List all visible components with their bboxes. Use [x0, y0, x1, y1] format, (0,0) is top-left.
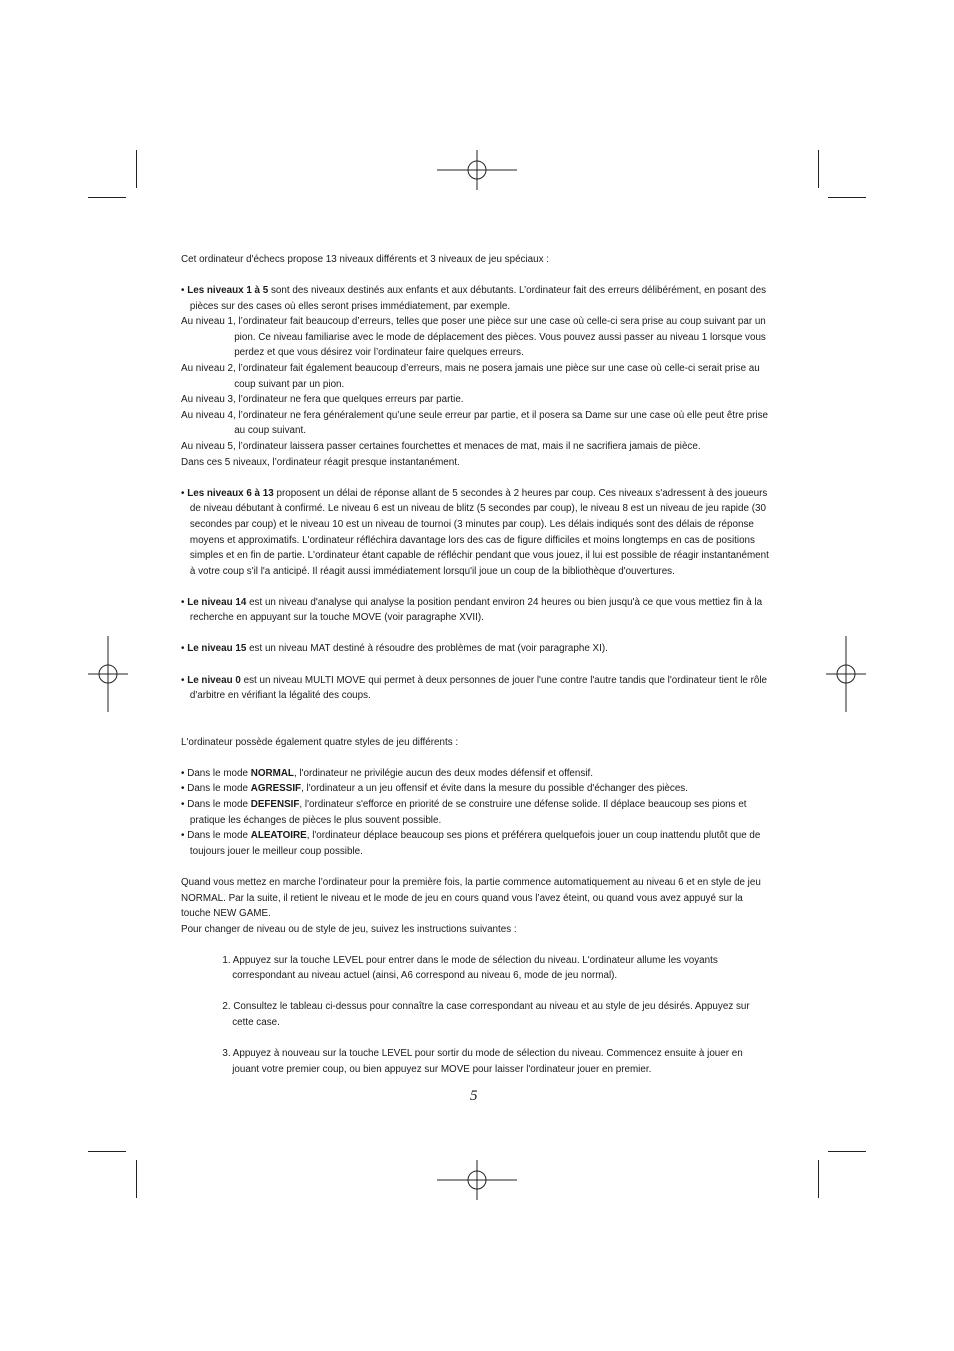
style-aleatoire-item [181, 828, 772, 859]
levels-1-5-note: Dans ces 5 niveaux, l’ordinateur réagit presque instantanément. [181, 456, 460, 468]
level-2-detail: Au niveau 2, l’ordinateur fait également beaucoup d’erreurs, mais ne posera jamais une pièce sur une case où celle-ci serait prise au coup suivant par un pion. [181, 363, 760, 390]
bullet: • [181, 596, 185, 608]
level-3-detail: Au niveau 3, l’ordinateur ne fera que quelques erreurs par partie. [181, 394, 464, 406]
page-body [181, 252, 772, 1077]
levels-1-5-title: Les niveaux 1 à 5 [187, 285, 269, 297]
level-14-text: est un niveau d'analyse qui analyse la position pendant environ 24 heures ou bien jusqu'à ce que vous mettiez fin à la recherche en appuyant sur la touche MOVE (voir paragraphe XVII). [189, 596, 763, 624]
bullet: • [181, 643, 185, 655]
crop-mark [136, 150, 137, 188]
level-15-item [181, 641, 772, 657]
style-agressif-item [181, 781, 772, 797]
style-agressif-text: , l'ordinateur a un jeu offensif et évite dans la mesure du possible d'échanger des pièces. [301, 783, 688, 795]
crop-mark [828, 1151, 866, 1152]
level-1-detail: Au niveau 1, l’ordinateur fait beaucoup d’erreurs, telles que poser une pièce sur une case où celle-ci sera prise au coup suivant par un pion. Ce niveau familiarise avec le mode de déplacement des pièces. Vous pouvez aussi passer au niveau 1 lorsque vous perdez et que vous désirez voir l’ordinateur faire quelques erreurs. [181, 316, 766, 359]
bullet: • [181, 799, 185, 811]
level-0-title: Le niveau 0 [187, 674, 241, 686]
crop-mark [818, 1160, 819, 1198]
style-aleatoire-text: , l'ordinateur déplace beaucoup ses pions et préférera quelquefois jouer un coup inattendu plutôt que de toujours jouer le meilleur coup possible. [189, 830, 761, 857]
style-prefix: Dans le mode [187, 783, 251, 795]
levels-6-13-text: proposent un délai de réponse allant de 5 secondes à 2 heures par coup. Ces niveaux s'adressent à des joueurs de niveau débutant à confirmé. Le niveau 6 est un niveau de blitz (5 secondes par coup), le niveau 8 est un niveau de jeu rapide (30 secondes par coup) et le niveau 10 est un niveau de tournoi (3 minutes par coup). Les délais indiqués sont des délais de réponse moyens et approximatifs. L'ordinateur réfléchira davantage lors des cas de figure difficiles et moins longtemps en cas de positions simples et en fin de partie. L'ordinateur étant capable de réfléchir pendant que vous jouez, il lui est possible de réagir instantanément à votre coup s'il l'a anticipé. Il réagit aussi immédiatement lorsqu'il joue un coup de la bibliothèque d'ouvertures. [189, 487, 769, 577]
crop-mark [88, 197, 126, 198]
level-0-text: est un niveau MULTI MOVE qui permet à deux personnes de jouer l'une contre l'autre tandis que l'ordinateur tient le rôle d'arbitre en vérifiant la légalité des coups. [189, 674, 768, 702]
crop-mark [818, 150, 819, 188]
registration-mark-right [826, 636, 866, 712]
levels-1-5-text: sont des niveaux destinés aux enfants et aux débutants. L’ordinateur fait des erreurs délibérément, en posant des pièces sur des cases où elles seront prises immédiatement, par exemple. [189, 285, 766, 312]
level-5-detail: Au niveau 5, l’ordinateur laissera passer certaines fourchettes et menaces de mat, mais il ne sacrifiera jamais de pièce. [181, 441, 701, 453]
bullet: • [181, 674, 185, 686]
style-normal-item [181, 766, 772, 782]
style-agressif-title: AGRESSIF [250, 783, 302, 795]
bullet: • [181, 830, 185, 842]
registration-mark-bottom [437, 1160, 517, 1200]
style-aleatoire-title: ALEATOIRE [250, 830, 307, 842]
bullet: • [181, 487, 185, 499]
registration-mark-left [88, 636, 128, 712]
step-2: 2. Consultez le tableau ci-dessus pour connaître la case correspondant au niveau et au style de jeu désirés. Appuyez sur cette case. [222, 1001, 750, 1029]
style-defensif-title: DEFENSIF [250, 799, 300, 811]
styles-intro: L'ordinateur possède également quatre styles de jeu différents : [181, 736, 459, 748]
style-prefix: Dans le mode [187, 767, 251, 779]
bullet: • [181, 285, 185, 297]
style-prefix: Dans le mode [187, 830, 251, 842]
style-normal-title: NORMAL [250, 767, 294, 779]
level-0-item [181, 673, 772, 704]
page-number: 5 [470, 1088, 478, 1104]
style-normal-text: , l'ordinateur ne privilégie aucun des deux modes défensif et offensif. [293, 767, 593, 779]
startup-paragraph: Quand vous mettez en marche l’ordinateur pour la première fois, la partie commence automatiquement au niveau 6 et en style de jeu NORMAL. Par la suite, il retient le niveau et le mode de jeu en cours quand vous l’avez éteint, ou quand vous avez appuyé sur la touche NEW GAME. [181, 876, 761, 920]
crop-mark [828, 197, 866, 198]
bullet: • [181, 783, 185, 795]
bullet: • [181, 767, 185, 779]
step-1: 1. Appuyez sur la touche LEVEL pour entrer dans le mode de sélection du niveau. L'ordinateur allume les voyants correspondant au niveau actuel (ainsi, A6 correspond au niveau 6, mode de jeu normal). [222, 954, 718, 982]
step-3: 3. Appuyez à nouveau sur la touche LEVEL pour sortir du mode de sélection du niveau. Commencez ensuite à jouer en jouant votre premier coup, ou bien appuyez sur MOVE pour laisser l'ordinateur jouer en premier. [222, 1048, 743, 1075]
level-15-title: Le niveau 15 [187, 643, 247, 655]
level-14-title: Le niveau 14 [187, 596, 247, 608]
style-defensif-text: , l'ordinateur s'efforce en priorité de se construire une défense solide. Il déplace beaucoup ses pions et pratique les échanges de pièces le plus souvent possible. [189, 799, 747, 826]
levels-6-13-title: Les niveaux 6 à 13 [187, 487, 274, 499]
level-14-item [181, 595, 772, 626]
intro-paragraph: Cet ordinateur d'échecs propose 13 niveaux différents et 3 niveaux de jeu spéciaux : [181, 254, 550, 265]
level-15-text: est un niveau MAT destiné à résoudre des problèmes de mat (voir paragraphe XI). [246, 643, 608, 655]
style-defensif-item [181, 797, 772, 828]
crop-mark [88, 1151, 126, 1152]
registration-mark-top [437, 150, 517, 190]
level-4-detail: Au niveau 4, l’ordinateur ne fera généralement qu’une seule erreur par partie, et il posera sa Dame sur une case où elle peut être prise au coup suivant. [181, 409, 768, 437]
levels-1-5-item [181, 283, 772, 314]
style-prefix: Dans le mode [187, 799, 251, 811]
crop-mark [136, 1160, 137, 1198]
instructions-intro: Pour changer de niveau ou de style de jeu, suivez les instructions suivantes : [181, 923, 517, 935]
levels-6-13-item [181, 486, 772, 580]
